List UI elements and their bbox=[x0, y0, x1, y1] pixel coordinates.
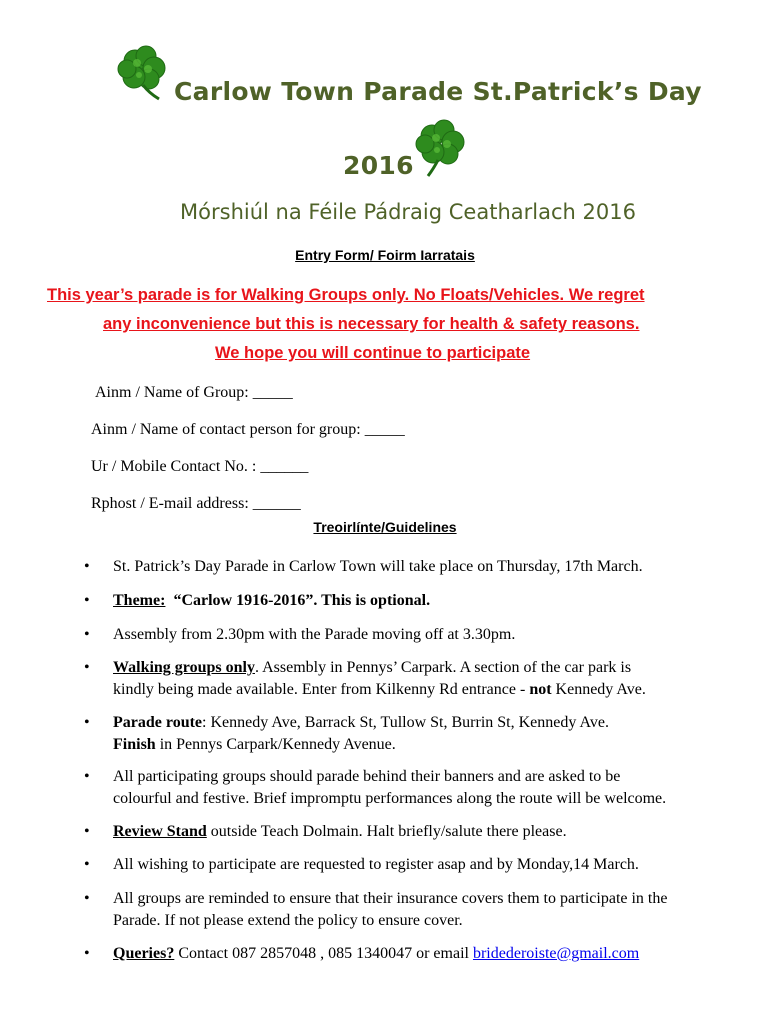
bullet-icon: • bbox=[84, 945, 90, 962]
parade-route-text: : Kennedy Ave, Barrack St, Tullow St, Burrin St, Kennedy Ave. bbox=[202, 714, 609, 731]
bullet-icon: • bbox=[84, 659, 90, 676]
email-field[interactable]: Rphost / E-mail address: ______ bbox=[91, 495, 301, 512]
shamrock-icon bbox=[412, 118, 472, 178]
insurance-text-1: All groups are reminded to ensure that their insurance covers them to participate in the bbox=[113, 890, 668, 907]
bullet-icon: • bbox=[84, 890, 90, 907]
register-text: All wishing to participate are requested to register asap and by Monday,14 March. bbox=[113, 856, 639, 873]
walking-groups-text-3: Kennedy Ave. bbox=[551, 681, 646, 698]
not-emphasis: not bbox=[529, 681, 552, 698]
finish-label: Finish bbox=[113, 736, 156, 753]
theme-label: Theme: bbox=[113, 592, 166, 609]
irish-title: Mórshiúl na Féile Pádraig Ceatharlach 2016 bbox=[180, 200, 636, 224]
page-title-line1: Carlow Town Parade St.Patrick’s Day bbox=[174, 77, 702, 106]
contact-person-field[interactable]: Ainm / Name of contact person for group: _____ bbox=[91, 421, 405, 438]
mobile-field[interactable]: Ur / Mobile Contact No. : ______ bbox=[91, 458, 309, 475]
review-stand-text: outside Teach Dolmain. Halt briefly/salute there please. bbox=[206, 823, 567, 840]
guidelines-heading: Treoirlínte/Guidelines bbox=[313, 519, 457, 535]
notice-line3: We hope you will continue to participate bbox=[215, 344, 531, 362]
notice-line2: any inconvenience but this is necessary for health & safety reasons. bbox=[103, 315, 640, 333]
theme-text: “Carlow 1916-2016”. This is optional. bbox=[173, 592, 431, 609]
finish-text: in Pennys Carpark/Kennedy Avenue. bbox=[155, 736, 396, 753]
bullet-icon: • bbox=[84, 626, 90, 643]
banners-text-2: colourful and festive. Brief impromptu performances along the route will be welcome. bbox=[113, 790, 667, 807]
queries-label: Queries? bbox=[113, 945, 175, 962]
guideline-date: St. Patrick’s Day Parade in Carlow Town will take place on Thursday, 17th March. bbox=[113, 558, 643, 575]
banners-text-1: All participating groups should parade behind their banners and are asked to be bbox=[113, 768, 621, 785]
notice-line1: This year’s parade is for Walking Groups only. No Floats/Vehicles. We regret bbox=[47, 286, 645, 304]
group-name-field[interactable]: Ainm / Name of Group: _____ bbox=[95, 384, 293, 401]
page-title-line2: 2016 bbox=[343, 151, 414, 180]
walking-groups-text-2: kindly being made available. Enter from Kilkenny Rd entrance - bbox=[113, 681, 530, 698]
guideline-assembly: Assembly from 2.30pm with the Parade moving off at 3.30pm. bbox=[113, 626, 516, 643]
walking-groups-text: . Assembly in Pennys’ Carpark. A section of the car park is bbox=[254, 659, 632, 676]
bullet-icon: • bbox=[84, 558, 90, 575]
bullet-icon: • bbox=[84, 823, 90, 840]
entry-form-heading: Entry Form/ Foirm Iarratais bbox=[295, 247, 475, 263]
bullet-icon: • bbox=[84, 856, 90, 873]
bullet-icon: • bbox=[84, 714, 90, 731]
review-stand-label: Review Stand bbox=[113, 823, 207, 840]
shamrock-icon bbox=[115, 45, 175, 101]
insurance-text-2: Parade. If not please extend the policy to ensure cover. bbox=[113, 912, 463, 929]
walking-groups-label: Walking groups only bbox=[113, 659, 255, 676]
queries-text: Contact 087 2857048 , 085 1340047 or email bbox=[174, 945, 473, 962]
parade-route-label: Parade route bbox=[113, 714, 203, 731]
bullet-icon: • bbox=[84, 768, 90, 785]
email-link[interactable]: bridederoiste@gmail.com bbox=[472, 945, 640, 962]
bullet-icon: • bbox=[84, 592, 90, 609]
